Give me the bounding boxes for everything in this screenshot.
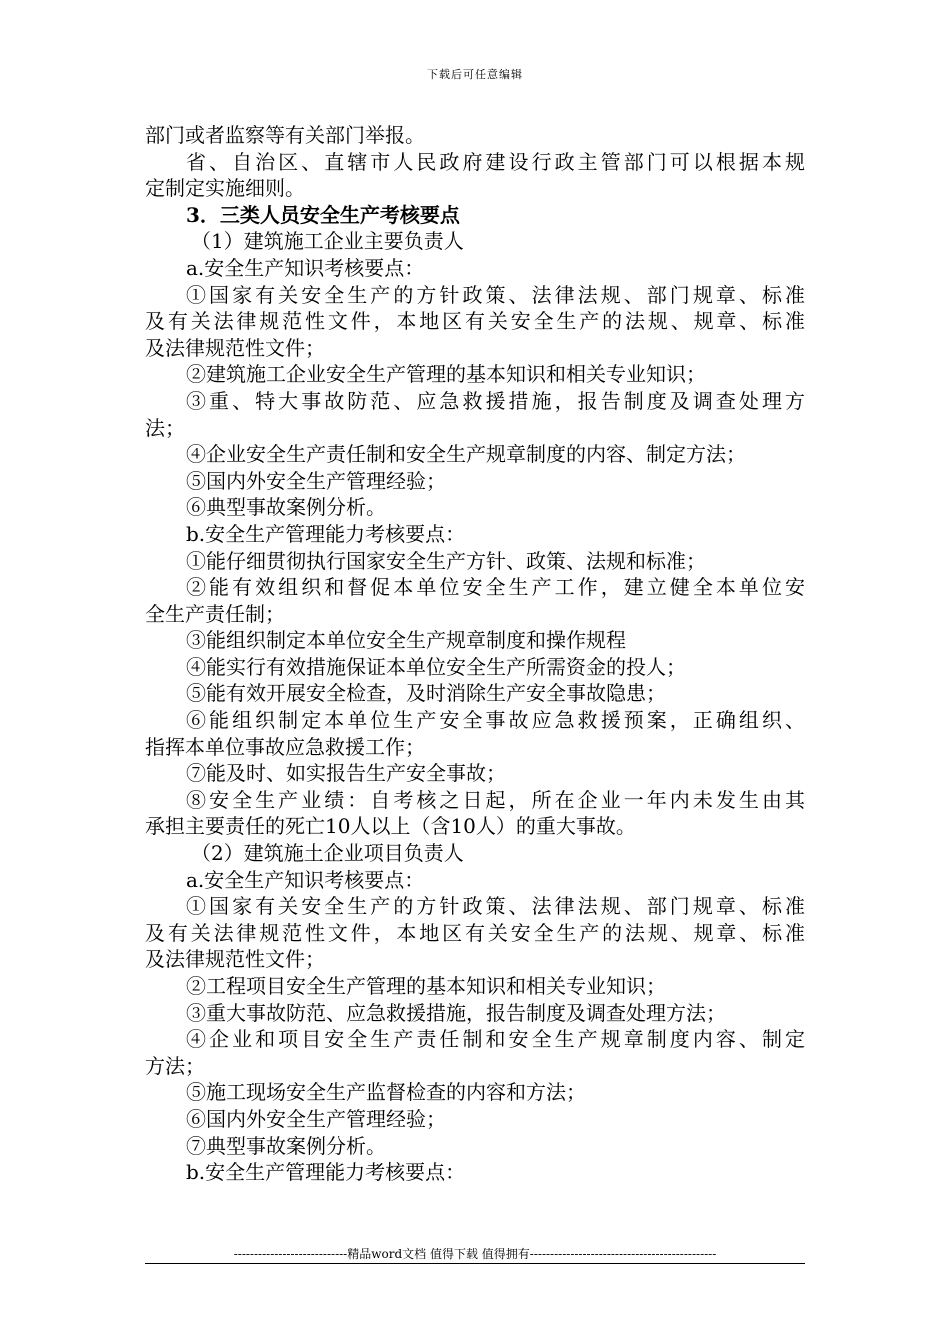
footer-divider bbox=[145, 1263, 805, 1264]
list-item: ⑤施工现场安全生产监督检查的内容和方法； bbox=[186, 1080, 586, 1105]
list-item-continued: 承担主要责任的死亡10人以上（含10人）的重大事故。 bbox=[145, 814, 636, 839]
list-item-continued: 及法律规范性文件； bbox=[145, 947, 325, 972]
list-item: ⑤能有效开展安全检查，及时消除生产安全事故隐患； bbox=[186, 681, 666, 706]
list-item: ⑤国内外安全生产管理经验； bbox=[186, 468, 446, 493]
paragraph-line: 定制定实施细则。 bbox=[145, 176, 305, 201]
list-item: ①能仔细贯彻执行国家安全生产方针、政策、法规和标准； bbox=[186, 548, 706, 573]
page-header: 下载后可任意编辑 bbox=[427, 68, 523, 81]
list-item-continued: 及法律规范性文件； bbox=[145, 335, 325, 360]
list-item: ②建筑施工企业安全生产管理的基本知识和相关专业知识； bbox=[186, 362, 706, 387]
list-item-continued: 指挥本单位事故应急救援工作； bbox=[145, 734, 425, 759]
list-item: ⑧安全生产业绩：自考核之日起，所在企业一年内未发生由其 bbox=[186, 787, 805, 812]
document-body bbox=[145, 122, 805, 1186]
list-item: ⑦能及时、如实报告生产安全事故； bbox=[186, 761, 506, 786]
list-item: ⑦典型事故案例分析。 bbox=[186, 1133, 386, 1158]
list-item: ④企业和项目安全生产责任制和安全生产规章制度内容、制定 bbox=[186, 1027, 805, 1052]
list-item: ③重大事故防范、应急救援措施，报告制度及调查处理方法； bbox=[186, 1000, 726, 1025]
list-item: ④企业安全生产责任制和安全生产规章制度的内容、制定方法； bbox=[186, 442, 746, 467]
list-item-continued: 及有关法律规范性文件，本地区有关安全生产的法规、规章、标准 bbox=[145, 920, 805, 945]
paragraph-line: 省、自治区、直辖市人民政府建设行政主管部门可以根据本规 bbox=[186, 149, 805, 174]
paragraph-line: 部门或者监察等有关部门举报。 bbox=[145, 123, 425, 147]
list-item: ①国家有关安全生产的方针政策、法律法规、部门规章、标准 bbox=[186, 282, 805, 307]
page-footer: ----------------------------精品word文档 值得下载 值得拥有---------------------------------------------- bbox=[233, 1247, 717, 1261]
list-item: ④能实行有效措施保证本单位安全生产所需资金的投人； bbox=[186, 654, 686, 679]
list-item-continued: 方法； bbox=[145, 1053, 205, 1078]
list-heading: a.安全生产知识考核要点： bbox=[186, 867, 425, 892]
list-item-continued: 全生产责任制； bbox=[145, 601, 285, 626]
list-heading: b.安全生产管理能力考核要点： bbox=[186, 1160, 466, 1185]
section-heading: 3．三类人员安全生产考核要点 bbox=[186, 202, 460, 227]
list-heading: b.安全生产管理能力考核要点： bbox=[186, 521, 466, 546]
list-heading: a.安全生产知识考核要点： bbox=[186, 255, 425, 280]
list-item: ②工程项目安全生产管理的基本知识和相关专业知识； bbox=[186, 974, 666, 998]
list-item: ③重、特大事故防范、应急救援措施，报告制度及调查处理方 bbox=[186, 388, 805, 413]
list-item-continued: 及有关法律规范性文件，本地区有关安全生产的法规、规章、标准 bbox=[145, 309, 805, 334]
subsection-heading: （1）建筑施工企业主要负责人 bbox=[191, 229, 464, 254]
list-item: ②能有效组织和督促本单位安全生产工作，建立健全本单位安 bbox=[186, 575, 805, 600]
list-item: ⑥典型事故案例分析。 bbox=[186, 495, 386, 520]
list-item: ⑥能组织制定本单位生产安全事故应急救援预案，正确组织、 bbox=[186, 708, 805, 733]
list-item-continued: 法； bbox=[145, 415, 185, 440]
list-item: ③能组织制定本单位安全生产规章制度和操作规程 bbox=[186, 628, 626, 653]
list-item: ⑥国内外安全生产管理经验； bbox=[186, 1106, 446, 1131]
list-item: ①国家有关安全生产的方针政策、法律法规、部门规章、标准 bbox=[186, 894, 805, 919]
subsection-heading: （2）建筑施土企业项目负责人 bbox=[191, 841, 464, 866]
